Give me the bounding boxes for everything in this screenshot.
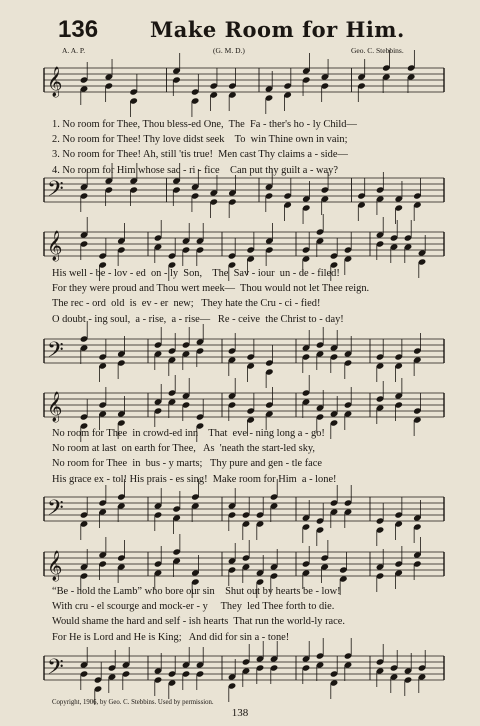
lyricist-credit: A. A. P.: [62, 46, 86, 55]
treble-staff-1: [44, 62, 444, 108]
verse-line: O doubt - ing soul, a - rise, a - rise— Re - ceive the Christ to - day!: [52, 313, 344, 325]
composer-credit: Geo. C. Stebbins.: [351, 46, 404, 55]
verse-block-1: [52, 117, 444, 178]
verse-line: The rec - ord old is ev - er new; They hate the Cru - ci - fied!: [52, 298, 321, 310]
verse-line: “Be - hold the Lamb” who bore our sin Shut out by hearts be - low!: [52, 586, 341, 597]
verse-line: No room for Thee in crowd-ed inn That eve - ning long a - go!: [52, 428, 325, 439]
svg-text:𝄢: 𝄢: [47, 338, 64, 368]
svg-text:𝄞: 𝄞: [47, 392, 63, 422]
svg-text:𝄞: 𝄞: [47, 67, 63, 97]
verse-line: His grace ex - tol! His prais - es sing! Make room for Him a - lone!: [52, 473, 337, 485]
verse-line: 4. No room for Him whose sac - ri - fice Can put thy guilt a - way?: [52, 164, 338, 176]
svg-text:𝄞: 𝄞: [47, 231, 63, 261]
bass-staff-4: [44, 650, 444, 696]
verse-line: With cru - el scourge and mock-er - y They led Thee forth to die.: [52, 601, 335, 613]
svg-text:𝄢: 𝄢: [47, 177, 64, 207]
bass-staff-2: [44, 333, 444, 379]
verse-line: His well - be - lov - ed on - ly Son, The Sav - iour un - de - filed!: [52, 268, 340, 279]
svg-text:𝄞: 𝄞: [47, 551, 63, 581]
verse-line: No room for Thee in bus - y marts; Thy pure and gen - tle face: [52, 458, 322, 470]
verse-block-2: [52, 266, 444, 327]
svg-text:𝄢: 𝄢: [47, 655, 64, 685]
verse-block-3: [52, 426, 444, 487]
hymn-title: Make Room for Him.: [150, 17, 405, 42]
verse-line: No room at last on earth for Thee, As 'neath the start-led sky,: [52, 443, 316, 455]
verse-line: For they were proud and Thou wert meek— Thou would not let Thee reign.: [52, 283, 370, 295]
verse-line: Would shame the hard and self - ish hearts That run the world-ly race.: [52, 616, 345, 628]
page-number: 138: [231, 707, 249, 719]
verse-line: For He is Lord and He is King; And did for sin a - tone!: [52, 631, 290, 643]
bass-staff-1: [44, 172, 444, 218]
meter-credit: (G. M. D.): [213, 46, 245, 55]
copyright-notice: Copyright, 1906, by Geo. C. Stebbins. Used by permission.: [52, 699, 214, 706]
hymn-number: 136: [58, 16, 99, 43]
bass-staff-3: [44, 491, 444, 537]
verse-block-4: [52, 584, 444, 645]
verse-line: 1. No room for Thee, Thou bless-ed One, The Fa - ther's ho - ly Child—: [52, 119, 357, 130]
verse-line: 3. No room for Thee! Ah, still 'tis true! Men cast Thy claims a - side—: [52, 149, 348, 161]
verse-line: 2. No room for Thee! Thy love didst seek To win Thine own in vain;: [52, 134, 348, 146]
svg-text:𝄢: 𝄢: [47, 496, 64, 526]
